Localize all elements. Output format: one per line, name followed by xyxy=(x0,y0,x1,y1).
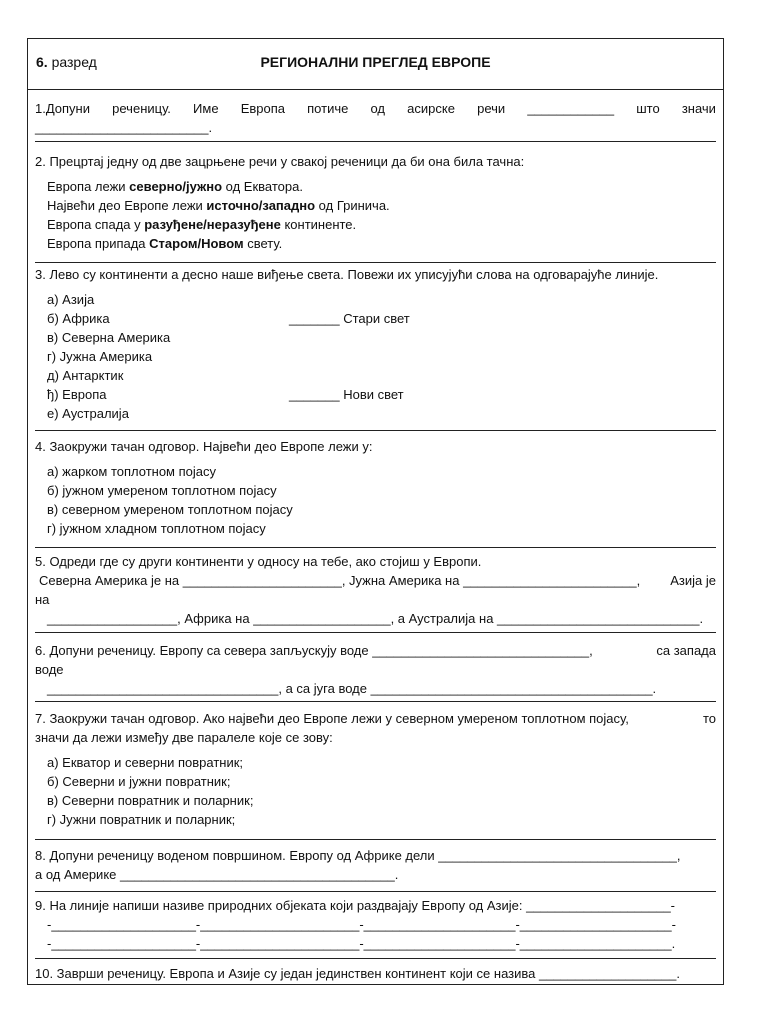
q2-prompt: 2. Прецртај једну од две зацрњене речи у свакој реченици да би она била тачна: xyxy=(35,154,525,169)
q3-item: д) Антарктик xyxy=(47,368,124,383)
q4-option[interactable]: в) северном умереном топлотном појасу xyxy=(47,502,293,517)
q2-sentence-3 xyxy=(35,215,716,234)
q1-word: Име xyxy=(193,101,219,116)
grade-word: разред xyxy=(51,54,97,70)
q3-old-world-line[interactable]: _______ Стари свет xyxy=(289,311,410,326)
question-8 xyxy=(35,846,716,892)
q1-word: значи xyxy=(681,101,716,116)
q1-word: Европа xyxy=(240,101,285,116)
q4-option[interactable]: а) жарком топлотном појасу xyxy=(47,464,216,479)
q5-prompt: 5. Одреди где су други континенти у односу на тебе, ако стојиш у Европи. xyxy=(35,554,482,569)
q2-choice-4[interactable]: Старом/Новом xyxy=(149,236,244,251)
q8-line-1[interactable]: 8. Допуни реченицу воденом површином. Европу од Африке дели _________________________________, xyxy=(35,848,681,863)
q1-word: речи xyxy=(477,101,506,116)
q3-item: в) Северна Америка xyxy=(47,330,171,345)
q1-word: реченицу. xyxy=(112,101,171,116)
q7-line-2: значи да лежи између две паралеле које се зову: xyxy=(35,730,333,745)
question-10 xyxy=(35,964,716,984)
q3-new-world-line[interactable]: _______ Нови свет xyxy=(289,387,404,402)
text: то xyxy=(702,711,716,726)
question-2 xyxy=(35,152,716,263)
text: свету. xyxy=(243,236,283,251)
q8-line-2[interactable]: а од Америке ______________________________________. xyxy=(35,867,399,882)
text: 7. Заокружи тачан одговор. Ако највећи део Европе лежи у северном умереном топлотном појасу, xyxy=(35,711,629,726)
question-3 xyxy=(35,265,716,431)
q4-option[interactable]: б) јужном умереном топлотном појасу xyxy=(47,483,277,498)
text: Европа спада у xyxy=(47,217,145,232)
q1-answer-blank[interactable]: ____________ xyxy=(527,101,615,116)
text: континенте. xyxy=(280,217,357,232)
q2-choice-3[interactable]: разуђене/неразуђене xyxy=(144,217,281,232)
q6-blank-north[interactable]: 6. Допуни реченицу. Европу са севера запљускују воде ______________________________, xyxy=(35,643,593,658)
q4-prompt: 4. Заокружи тачан одговор. Највећи део Европе лежи у: xyxy=(35,439,373,454)
page-title: РЕГИОНАЛНИ ПРЕГЛЕД ЕВРОПЕ xyxy=(260,54,491,70)
q2-sentence-2 xyxy=(35,196,716,215)
q3-item: е) Аустралија xyxy=(47,406,129,421)
q5-blanks[interactable]: Северна Америка је на ______________________, Јужна Америка на ________________________, xyxy=(39,573,641,588)
question-6 xyxy=(35,641,716,702)
q2-sentence-4 xyxy=(35,234,716,253)
q5-line-3: на xyxy=(35,592,50,607)
q2-sentence-1 xyxy=(35,177,716,196)
q4-option[interactable]: г) јужном хладном топлотном појасу xyxy=(47,521,266,536)
q1-line-1 xyxy=(35,99,716,118)
q1-answer-line[interactable]: ________________________. xyxy=(35,120,213,135)
question-5 xyxy=(35,552,716,633)
text: од Екватора. xyxy=(222,179,303,194)
q3-item: а) Азија xyxy=(47,292,95,307)
text: Азија је xyxy=(670,573,716,588)
q1-word: што xyxy=(636,101,660,116)
q7-line-1 xyxy=(35,709,716,728)
q7-option[interactable]: в) Северни повратник и поларник; xyxy=(47,793,254,808)
q1-word: потиче xyxy=(307,101,349,116)
q6-line-3[interactable]: ________________________________, а са југа воде _______________________________________. xyxy=(47,681,657,696)
q3-prompt: 3. Лево су континенти а десно наше виђење света. Повежи их уписујући слова на одговарајуће линије. xyxy=(35,267,659,282)
question-7 xyxy=(35,709,716,840)
q2-choice-2[interactable]: источно/западно xyxy=(206,198,316,213)
q3-item: г) Јужна Америка xyxy=(47,349,153,364)
q1-word: од xyxy=(370,101,386,116)
q9-line-1[interactable]: 9. На линије напиши називе природних објеката који раздвајају Европу од Азије: ____________________- xyxy=(35,898,676,913)
worksheet xyxy=(27,38,724,985)
worksheet-header xyxy=(28,39,723,90)
q1-word: 1.Допуни xyxy=(35,101,91,116)
question-9 xyxy=(35,896,716,959)
q6-line-2: воде xyxy=(35,662,64,677)
grade-number: 6. xyxy=(36,54,48,70)
q5-line-4[interactable]: __________________, Африка на ___________________, а Аустралија на ____________________________. xyxy=(47,611,704,626)
q3-item: б) Африка xyxy=(47,311,110,326)
q7-option[interactable]: а) Екватор и северни повратник; xyxy=(47,755,244,770)
text: од Гринича. xyxy=(315,198,390,213)
q5-line-2 xyxy=(35,571,716,590)
q9-line-2[interactable]: -____________________-______________________-_____________________-_____________________- xyxy=(47,917,676,932)
q10-line-1[interactable]: 10. Заврши реченицу. Европа и Азије су један јединствен континент који се назива ___________________. xyxy=(35,966,680,981)
q3-item: ђ) Европа xyxy=(47,387,107,402)
question-1 xyxy=(35,99,716,142)
text: са запада xyxy=(656,643,716,658)
q6-line-1 xyxy=(35,641,716,660)
text: Европа лежи xyxy=(47,179,130,194)
text: Највећи део Европе лежи xyxy=(47,198,207,213)
q1-word: асирске xyxy=(407,101,455,116)
question-4 xyxy=(35,437,716,548)
q9-line-3[interactable]: -____________________-______________________-_____________________-_____________________. xyxy=(47,936,676,951)
q7-option[interactable]: г) Јужни повратник и поларник; xyxy=(47,812,236,827)
text: Европа припада xyxy=(47,236,150,251)
q2-choice-1[interactable]: северно/јужно xyxy=(129,179,223,194)
q7-option[interactable]: б) Северни и јужни повратник; xyxy=(47,774,231,789)
